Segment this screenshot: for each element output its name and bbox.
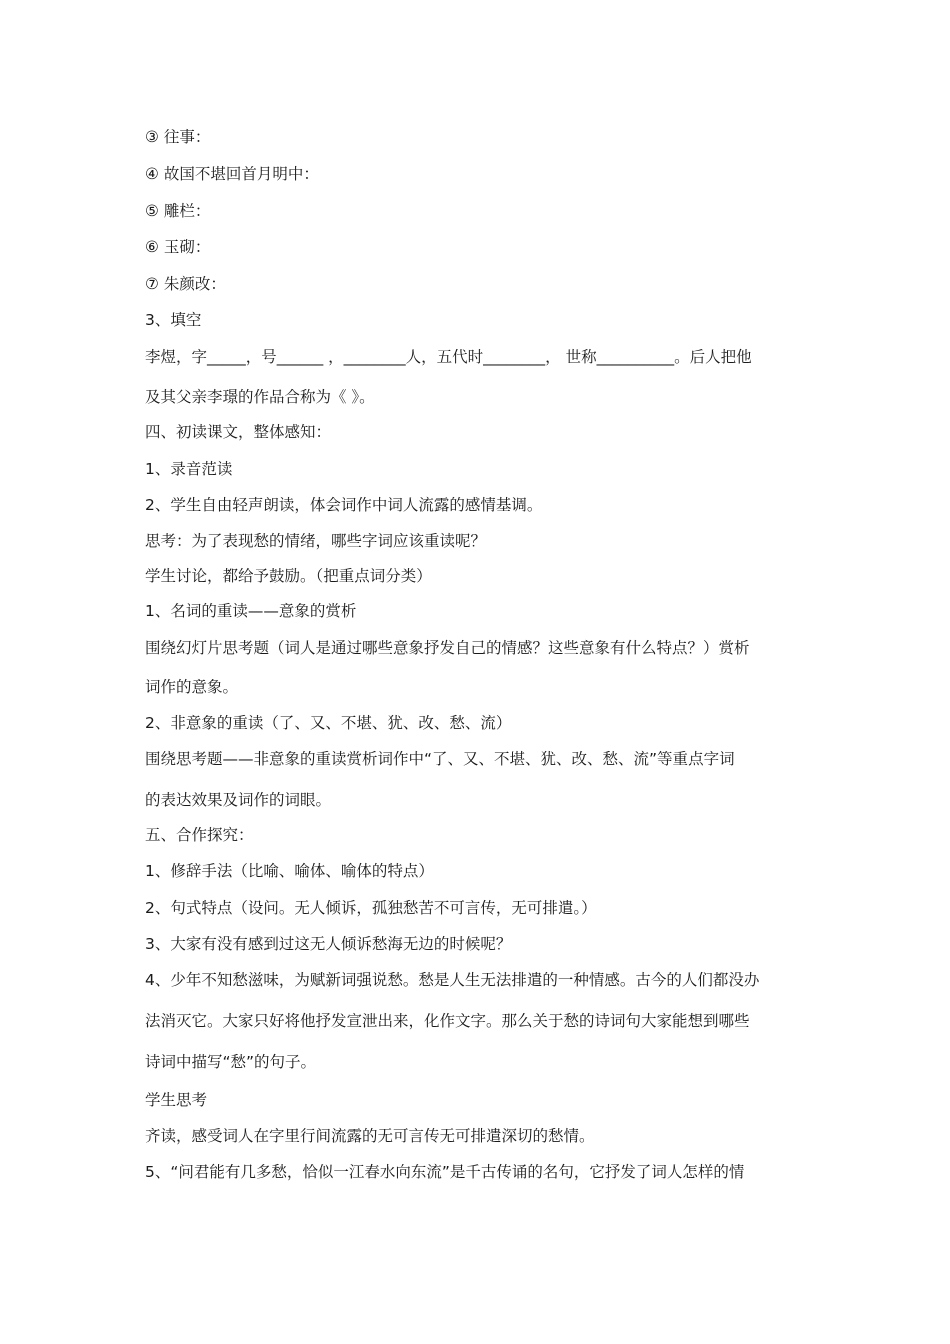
text-line: ⑦ 朱颜改：: [145, 275, 226, 293]
text-line: 四、初读课文，整体感知：: [145, 423, 332, 441]
text-line: ⑥ 玉砌：: [145, 238, 211, 256]
text-line: 3、大家有没有感到过这无人倾诉愁海无边的时候呢？: [145, 935, 512, 953]
text-line: 思考：为了表现愁的情绪，哪些字词应该重读呢？: [145, 532, 487, 550]
text-line: ⑤ 雕栏：: [145, 202, 211, 220]
text-line: 3、填空: [145, 311, 202, 329]
text-line: 1、修辞手法（比喻、喻体、喻体的特点）: [145, 862, 434, 880]
text-line: 齐读，感受词人在字里行间流露的无可言传无可排遣深切的愁情。: [145, 1127, 595, 1145]
text-line: ④ 故国不堪回首月明中：: [145, 165, 319, 183]
text-line: 4、少年不知愁滋味，为赋新词强说愁。愁是人生无法排遣的一种情感。古今的人们都没办: [145, 971, 760, 989]
text-line: 诗词中描写“愁”的句子。: [145, 1053, 317, 1071]
text-line: 的表达效果及词作的词眼。: [145, 791, 332, 809]
text-line: 5、“问君能有几多愁，恰似一江春水向东流”是千古传诵的名句，它抒发了词人怎样的情: [145, 1163, 745, 1181]
text-line: 学生讨论，都给予鼓励。（把重点词分类）: [145, 567, 432, 585]
text-line: 1、名词的重读——意象的赏析: [145, 602, 357, 620]
text-line: 词作的意象。: [145, 678, 239, 696]
text-line: 五、合作探究：: [145, 826, 254, 844]
text-line: 2、句式特点（设问。无人倾诉，孤独愁苦不可言传，无可排遣。）: [145, 899, 597, 917]
text-line: ③ 往事：: [145, 128, 211, 146]
text-line: 学生思考: [145, 1091, 208, 1109]
text-line: 2、非意象的重读（了、又、不堪、犹、改、愁、流）: [145, 714, 512, 732]
text-line: 围绕思考题——非意象的重读赏析词作中“了、又、不堪、犹、改、愁、流”等重点字词: [145, 750, 735, 768]
text-line: 2、学生自由轻声朗读，体会词作中词人流露的感情基调。: [145, 496, 543, 514]
text-line: 李煜，字_____，号______ ，________人，五代时________， 世称__________。后人把他: [145, 348, 752, 366]
text-line: 及其父亲李璟的作品合称为《 》。: [145, 388, 375, 406]
text-line: 1、录音范读: [145, 460, 233, 478]
text-line: 法消灭它。大家只好将他抒发宣泄出来，化作文字。那么关于愁的诗词句大家能想到哪些: [145, 1012, 750, 1030]
text-line: 围绕幻灯片思考题（词人是通过哪些意象抒发自己的情感？这些意象有什么特点？）赏析: [145, 639, 750, 657]
